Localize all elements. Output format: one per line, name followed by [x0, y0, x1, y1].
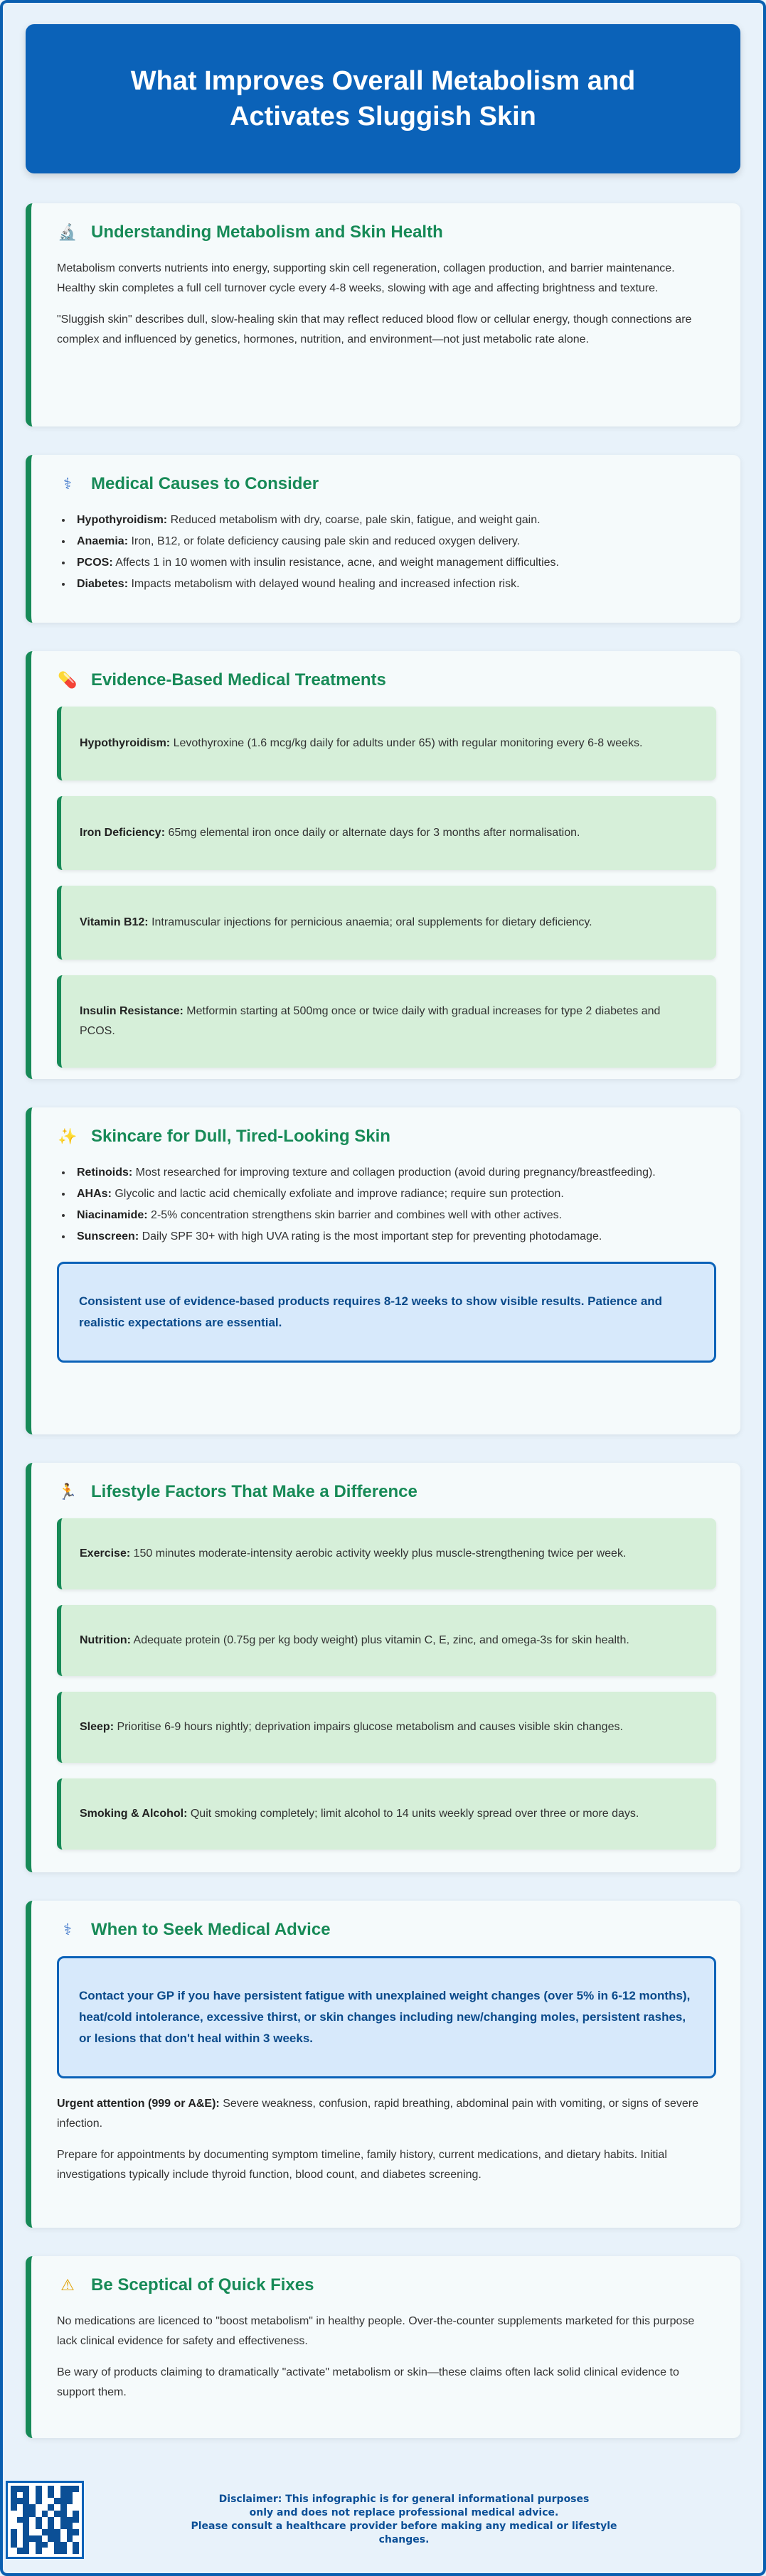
paragraph: No medications are licenced to "boost metabolism" in healthy people. Over-the-counter supplements marketed for this purpose lack clinical evidence for safety and effectiveness. [57, 2315, 695, 2347]
section-treatments [26, 651, 740, 1079]
section-header [57, 2275, 716, 2296]
section-heading: Skincare for Dull, Tired-Looking Skin [91, 1127, 390, 1146]
page-title: What Improves Overall Metabolism and Activates Sluggish Skin [130, 66, 636, 132]
section-skincare [26, 1107, 740, 1434]
stethoscope-icon: ⚕ [63, 1921, 72, 1939]
paragraph: Metabolism converts nutrients into energy, supporting skin cell regeneration, collagen production, and barrier maintenance. Healthy skin completes a full cell turnover cycle every 4-8 weeks, slowing with age and affecting brightness and texture. [57, 262, 675, 294]
microscope-icon: 🔬 [58, 223, 78, 242]
medical-staff-icon: ⚕ [63, 475, 72, 493]
treatment-card: Insulin Resistance: Metformin starting at 500mg once or twice daily with gradual increases for type 2 diabetes and PCOS. [57, 975, 716, 1068]
treatment-card: Hypothyroidism: Levothyroxine (1.6 mcg/kg daily for adults under 65) with regular monitoring every 6-8 weeks. [57, 707, 716, 780]
section-header [57, 222, 716, 243]
disclaimer-line: only and does not replace professional medical advice. [249, 2507, 559, 2518]
treatment-card: Vitamin B12: Intramuscular injections for pernicious anaemia; oral supplements for dietary deficiency. [57, 886, 716, 960]
section-heading: When to Seek Medical Advice [91, 1920, 331, 1939]
qr-code-icon [6, 2481, 84, 2559]
skincare-callout: Consistent use of evidence-based products requires 8-12 weeks to show visible results. Patience and realistic expectations are essential. [57, 1262, 716, 1363]
list-item: • Anaemia: Iron, B12, or folate deficiency causing pale skin and reduced oxygen delivery. [73, 532, 716, 551]
section-header [57, 1126, 716, 1147]
section-understanding [26, 203, 740, 426]
section-quick-fixes [26, 2256, 740, 2438]
list-item: • Retinoids: Most researched for improving texture and collagen production (avoid during pregnancy/breastfeeding). [73, 1163, 716, 1182]
list-item: • Diabetes: Impacts metabolism with delayed wound healing and increased infection risk. [73, 574, 716, 594]
skincare-list [73, 1163, 716, 1246]
list-item: • Hypothyroidism: Reduced metabolism with dry, coarse, pale skin, fatigue, and weight gain. [73, 510, 716, 530]
gp-callout: Contact your GP if you have persistent fatigue with unexplained weight changes (over 5% in 6-12 months), heat/cold intolerance, excessive thirst, or skin changes including new/changing moles, persistent rashes, or lesions that don't heal within 3 weeks. [57, 1956, 716, 2078]
section-heading: Medical Causes to Consider [91, 474, 319, 493]
section-medical-causes [26, 455, 740, 623]
footer [6, 2467, 740, 2573]
section-medical-advice [26, 1901, 740, 2228]
runner-icon: 🏃 [58, 1483, 78, 1501]
section-header [57, 1481, 716, 1503]
section-heading: Lifestyle Factors That Make a Difference [91, 1482, 417, 1501]
section-header [57, 1919, 716, 1941]
urgent-paragraph: Urgent attention (999 or A&E): Severe weakness, confusion, rapid breathing, abdominal pain with vomiting, or signs of severe infection. [57, 2098, 699, 2130]
list-item: • AHAs: Glycolic and lactic acid chemically exfoliate and improve radiance; require sun protection. [73, 1184, 716, 1203]
causes-list [73, 510, 716, 594]
section-header [57, 473, 716, 495]
lifestyle-card: Sleep: Prioritise 6-9 hours nightly; deprivation impairs glucose metabolism and causes visible skin changes. [57, 1692, 716, 1763]
lifestyle-card: Nutrition: Adequate protein (0.75g per kg body weight) plus vitamin C, E, zinc, and omega-3s for skin health. [57, 1605, 716, 1676]
lifestyle-card: Exercise: 150 minutes moderate-intensity aerobic activity weekly plus muscle-strengthening twice per week. [57, 1518, 716, 1589]
treatment-card: Iron Deficiency: 65mg elemental iron once daily or alternate days for 3 months after normalisation. [57, 796, 716, 870]
disclaimer-line: Please consult a healthcare provider before making any medical or lifestyle changes. [191, 2521, 617, 2545]
section-heading: Evidence-Based Medical Treatments [91, 670, 386, 689]
section-header [57, 670, 716, 691]
paragraph: Prepare for appointments by documenting symptom timeline, family history, current medications, and dietary habits. Initial investigations typically include thyroid function, blood count, and diabetes screening. [57, 2149, 667, 2181]
paragraph: "Sluggish skin" describes dull, slow-healing skin that may reflect reduced blood flow or cellular energy, though connections are complex and influenced by genetics, hormones, nutrition, and environment—not just metabolic rate alone. [57, 313, 692, 345]
disclaimer-line: Disclaimer: This infographic is for general informational purposes [218, 2494, 590, 2505]
list-item: • Sunscreen: Daily SPF 30+ with high UVA rating is the most important step for preventing photodamage. [73, 1227, 716, 1246]
warning-icon: ⚠ [60, 2276, 75, 2295]
section-heading: Be Sceptical of Quick Fixes [91, 2275, 314, 2295]
sparkles-icon: ✨ [58, 1127, 78, 1146]
section-heading: Understanding Metabolism and Skin Health [91, 222, 443, 242]
pill-icon: 💊 [58, 671, 78, 689]
paragraph: Be wary of products claiming to dramatically "activate" metabolism or skin—these claims often lack solid clinical evidence to support them. [57, 2366, 679, 2398]
section-lifestyle [26, 1463, 740, 1872]
lifestyle-card: Smoking & Alcohol: Quit smoking completely; limit alcohol to 14 units weekly spread over three or more days. [57, 1778, 716, 1850]
list-item: • Niacinamide: 2-5% concentration strengthens skin barrier and combines well with other actives. [73, 1206, 716, 1225]
list-item: • PCOS: Affects 1 in 10 women with insulin resistance, acne, and weight management difficulties. [73, 553, 716, 572]
hero-banner [26, 24, 740, 173]
disclaimer [176, 2493, 632, 2547]
